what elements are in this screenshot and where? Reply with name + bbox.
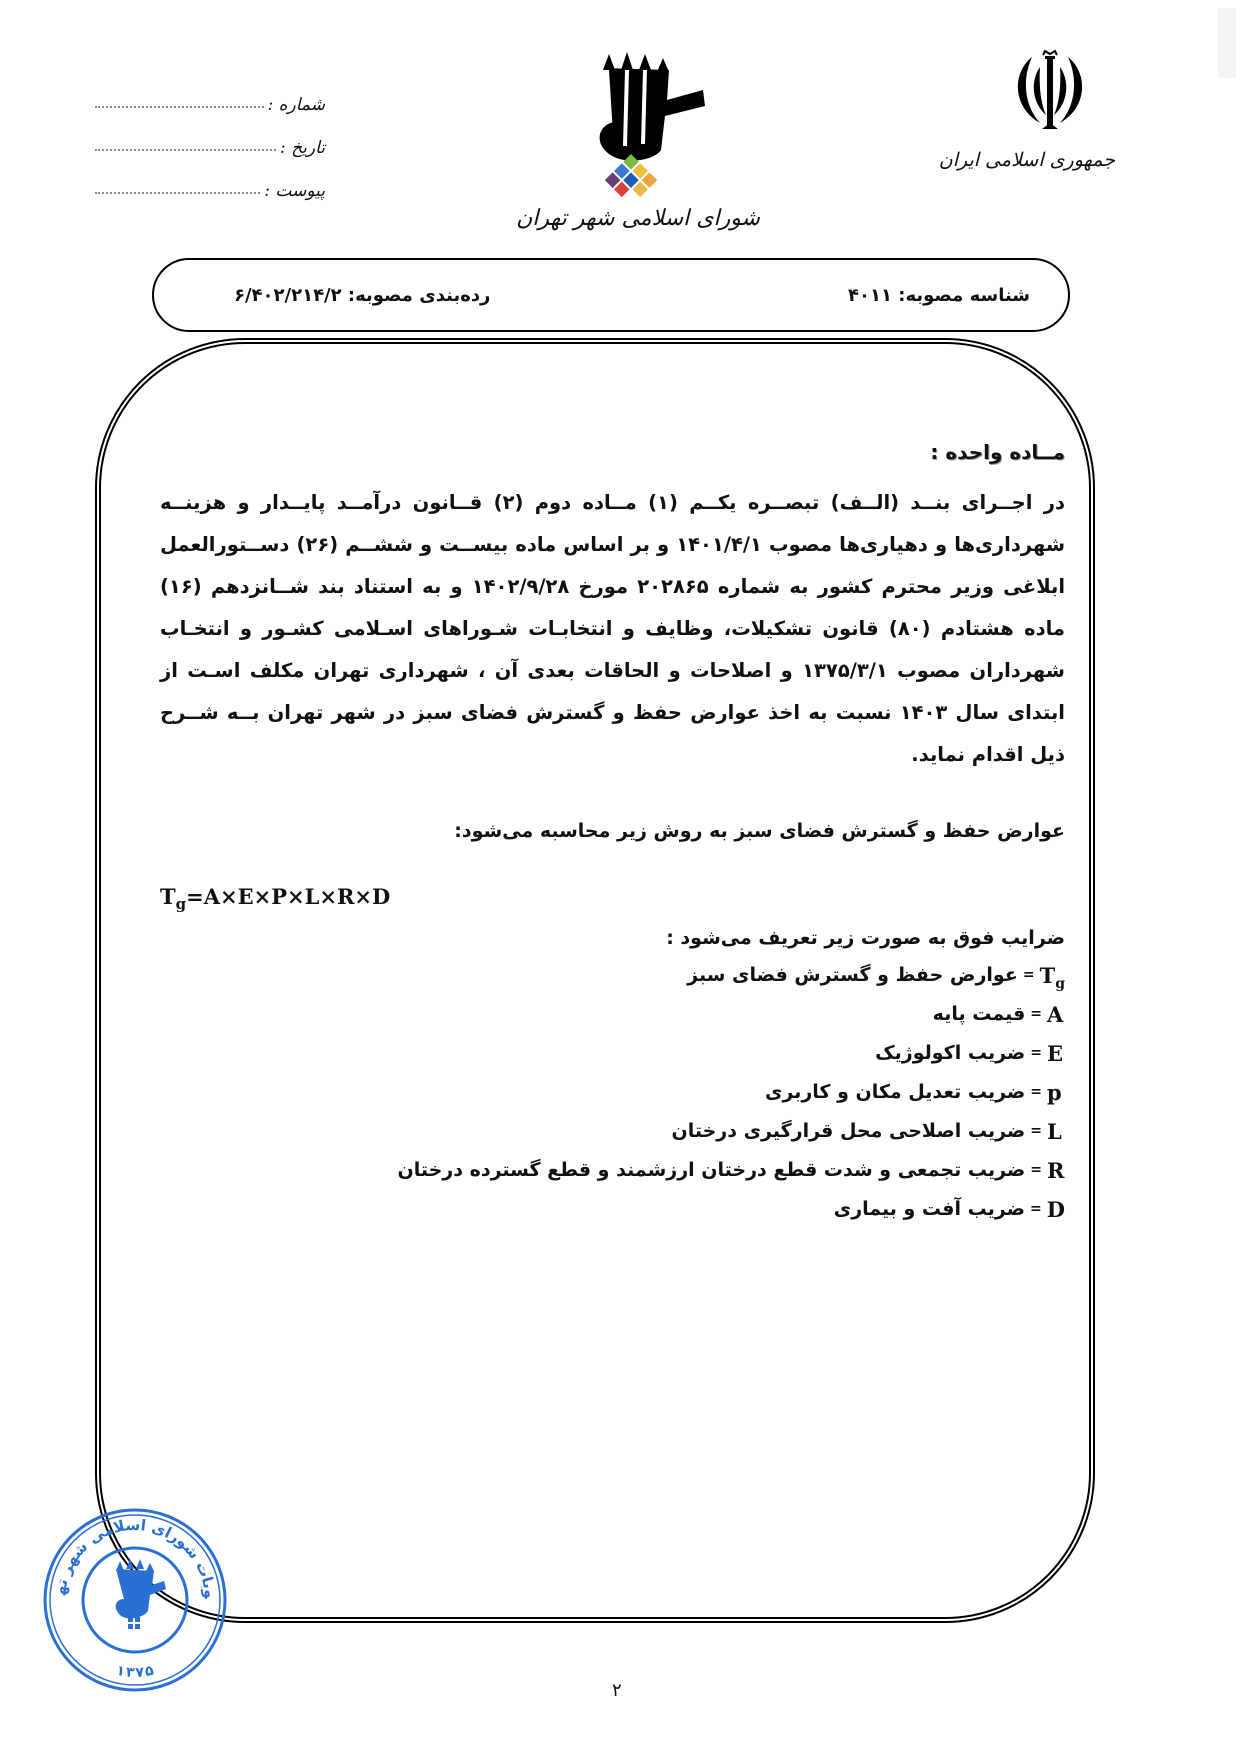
ref-dotted-line (95, 106, 264, 108)
definition-symbol (1047, 1112, 1065, 1151)
council-logo-icon (565, 50, 715, 200)
definition-symbol-main: E (1047, 1041, 1064, 1066)
ref-dotted-line (95, 149, 276, 151)
definition-text: ضریب آفت و بیماری (833, 1198, 1026, 1220)
definition-symbol-main: L (1047, 1119, 1062, 1144)
equals-sign: = (1030, 1045, 1042, 1061)
definition-symbol (1047, 1073, 1065, 1112)
equals-sign: = (1030, 1006, 1042, 1022)
ref-field-attachment (95, 158, 325, 201)
council-stamp-icon (40, 1505, 230, 1695)
section-title: مــاده واحده : (930, 440, 1065, 464)
definition-text: ضریب اکولوژیک (875, 1042, 1026, 1064)
iran-emblem-icon (1010, 45, 1090, 135)
stamp-text: وبات شورای اسلامی شهر ته (51, 1515, 220, 1600)
ref-label: شماره : (267, 95, 325, 115)
definition-row (160, 1151, 1065, 1190)
stamp-year: ۱۳۷۵ (114, 1662, 156, 1682)
definition-row (160, 1190, 1065, 1229)
ref-label: پیوست : (264, 181, 325, 201)
definition-text: ضریب اصلاحی محل قرارگیری درختان (671, 1120, 1026, 1142)
formula-lhs: T (160, 884, 176, 909)
definition-rows (160, 956, 1065, 1229)
republic-caption: جمهوری اسلامی ایران (938, 149, 1115, 171)
definition-symbol (1047, 1190, 1065, 1229)
definition-row (160, 1034, 1065, 1073)
definition-row (160, 1073, 1065, 1112)
reference-fields (95, 72, 325, 201)
page-number: ۲ (612, 1680, 622, 1701)
official-stamp (40, 1505, 230, 1699)
definition-symbol (1040, 956, 1065, 995)
ref-field-date (95, 115, 325, 158)
resolution-classification: رده‌بندی مصوبه: ۶/۴۰۲/۲۱۴/۲ (234, 284, 491, 306)
main-paragraph: در اجــرای بنــد (الــف) تبصــره یکــم (۱) مــاده دوم (۲) قــانون درآمــد پایــدار و هزینــه شهرداری‌ها و دهیاری‌ها مصوب ۱۴۰۱/۴/۱ و بر اساس ماده بیســت و ششــم (۲۶) دســتورالعمل ابلاغی وزیر محترم کشور به شماره ۲۰۲۸۶۵ مورخ ۱۴۰۲/۹/۲۸ و به استناد بند شــانزدهم (۱۶) ماده هشتادم (۸۰) قانون تشکیلات، وظایف و انتخابـات شـوراهای اسـلامی کشـور و انتخـاب شهرداران مصوب ۱۳۷۵/۳/۱ و اصلاحات و الحاقات بعدی آن ، شهرداری تهران مکلف اسـت از ابتدای سال ۱۴۰۳ نسبت به اخذ عوارض حفظ و گسترش فضای سبز در شهر تهران بــه شــرح ذیل اقدام نماید. (160, 491, 1066, 766)
definition-symbol-main: T (1039, 963, 1056, 988)
definition-row (160, 995, 1065, 1034)
definitions-list (160, 920, 1065, 1229)
scan-edge-artifact (1218, 8, 1236, 78)
equals-sign: = (1030, 1201, 1042, 1217)
definition-text: ضریب تعدیل مکان و کاربری (764, 1081, 1026, 1103)
definition-symbol-main: D (1046, 1197, 1065, 1222)
definitions-title: ضرایب فوق به صورت زیر تعریف می‌شود : (666, 927, 1065, 949)
definition-symbol-sub: g (1055, 976, 1065, 993)
ref-label: تاریخ : (280, 138, 325, 158)
resolution-id: شناسه مصوبه: ۴۰۱۱ (848, 284, 1030, 306)
definition-row (160, 956, 1065, 995)
formula-rhs: =A×E×P×L×R×D (186, 884, 391, 909)
ref-dotted-line (95, 192, 260, 194)
definition-symbol (1047, 1034, 1065, 1073)
definition-text: عوارض حفظ و گسترش فضای سبز (687, 964, 1018, 986)
definition-symbol-main: p (1047, 1080, 1062, 1105)
definition-row (160, 1112, 1065, 1151)
definition-symbol (1047, 1151, 1065, 1190)
definition-symbol-main: A (1047, 1002, 1064, 1027)
definition-symbol (1047, 995, 1065, 1034)
iran-emblem-block (938, 45, 1115, 171)
calculation-intro: عوارض حفظ و گسترش فضای سبز به روش زیر محاسبه می‌شود: (454, 820, 1065, 842)
svg-text:۱۳۷۵ (115, 1663, 156, 1682)
equals-sign: = (1022, 967, 1035, 983)
definition-text: ضریب تجمعی و شدت قطع درختان ارزشمند و قطع گسترده درختان (397, 1159, 1026, 1181)
resolution-body (160, 440, 1065, 1229)
council-caption: شورای اسلامی شهر تهران (516, 206, 760, 231)
resolution-info-box (152, 258, 1070, 332)
formula-lhs-sub: g (175, 895, 187, 914)
definition-text: قیمت پایه (932, 1003, 1026, 1025)
equals-sign: = (1030, 1162, 1042, 1178)
ref-field-number (95, 72, 325, 115)
definition-symbol-main: R (1047, 1158, 1065, 1183)
equals-sign: = (1030, 1123, 1042, 1139)
formula (160, 882, 1065, 912)
equals-sign: = (1030, 1084, 1042, 1100)
council-logo-block (516, 50, 760, 231)
